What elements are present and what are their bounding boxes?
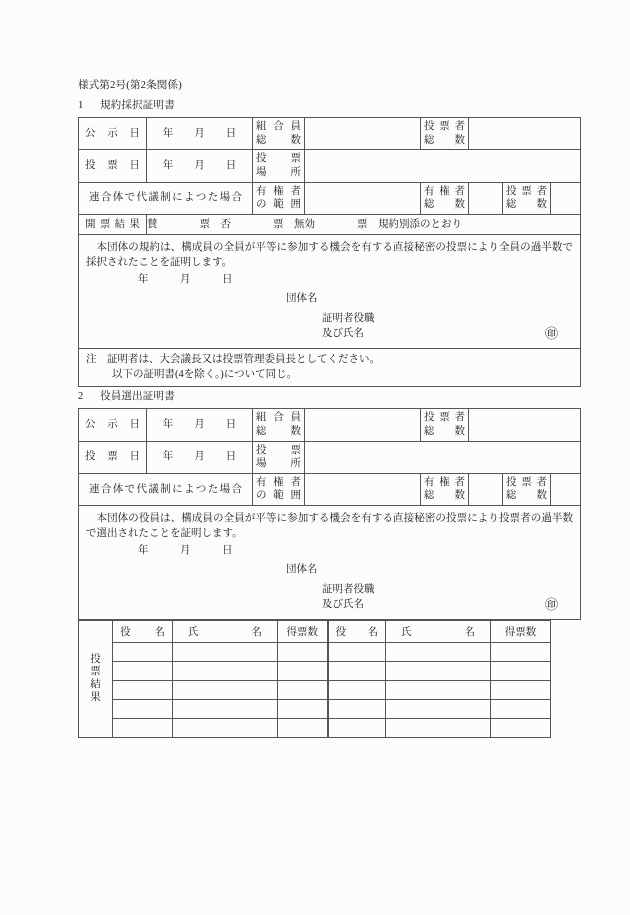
certification-date-1[interactable]: 年 月 日 [138, 274, 233, 286]
results-cell-position-2[interactable] [328, 662, 386, 681]
results-cell-position-1[interactable] [113, 700, 173, 719]
table-row [79, 662, 551, 681]
voting-date-value-2[interactable]: 年 月 日 [147, 441, 253, 473]
table-header-row [79, 621, 551, 643]
members-total-label-cell-2 [253, 409, 305, 441]
voting-place-label-cell-2 [253, 441, 305, 473]
table-row [79, 719, 551, 738]
fed-voters-total-label-cell-1 [503, 182, 551, 214]
section-title-1: 規約採択証明書 [100, 100, 175, 111]
results-cell-name-1[interactable] [173, 681, 278, 700]
fed-voters-total-label-2: 投票者 総 数 [506, 476, 547, 502]
announcement-date-label-cell-2 [79, 409, 147, 441]
federation-label-2: 連合体で代議制によつた場合 [89, 483, 242, 495]
announcement-date-value-1[interactable]: 年 月 日 [147, 118, 253, 150]
voters-total-label-2: 投票者 総 数 [424, 412, 465, 437]
fed-voters-total-value-2[interactable] [551, 473, 581, 505]
voters-total-value-2[interactable] [469, 409, 581, 441]
voting-place-value-2[interactable] [305, 441, 581, 473]
members-total-value-1[interactable] [305, 118, 421, 150]
results-cell-votes-2[interactable] [491, 719, 551, 738]
table-row [79, 409, 581, 441]
members-total-label-2: 組合員 総 数 [256, 412, 301, 437]
signer-label-1: 証明者役職 及び氏名 [322, 313, 375, 340]
certification-table-1 [78, 117, 581, 387]
results-header-position-2: 役 名 [328, 621, 386, 643]
table-row [79, 349, 581, 387]
results-cell-position-1[interactable] [113, 681, 173, 700]
certification-block-1 [79, 235, 580, 348]
voters-total-value-1[interactable] [469, 118, 581, 150]
count-result-value-1[interactable]: 賛 票 否 票 無効 票 規約別添のとおり [147, 214, 581, 234]
announcement-date-label-cell-1 [79, 118, 147, 150]
results-cell-votes-1[interactable] [278, 662, 328, 681]
results-row-label: 投 票 結 果 [79, 621, 113, 738]
results-cell-position-2[interactable] [328, 700, 386, 719]
count-result-label-1: 開票結果 [85, 218, 140, 230]
eligible-total-label-2: 有権者 総 数 [424, 476, 465, 502]
table-row [79, 506, 581, 620]
voting-results-table [78, 620, 551, 738]
voting-date-label-2: 投票日 [85, 451, 140, 463]
results-header-name-1: 氏 名 [173, 621, 278, 643]
voters-total-label-1: 投票者 総 数 [424, 121, 465, 146]
section-number-1: 1 [78, 100, 84, 111]
certification-cell-1 [79, 235, 581, 349]
results-header-name-2: 氏 名 [386, 621, 491, 643]
note-cell-1 [79, 349, 581, 387]
eligible-scope-label-cell-2 [253, 473, 305, 505]
seal-icon: ㊞ [545, 597, 559, 613]
eligible-scope-label-cell-1 [253, 182, 305, 214]
eligible-scope-value-2[interactable] [305, 473, 421, 505]
results-cell-name-2[interactable] [386, 719, 491, 738]
voting-place-label-cell-1 [253, 150, 305, 182]
fed-voters-total-label-1: 投票者 総 数 [506, 185, 547, 211]
results-header-votes-2: 得票数 [491, 621, 551, 643]
section-number-2: 2 [78, 391, 84, 403]
announcement-date-value-2[interactable]: 年 月 日 [147, 409, 253, 441]
table-row [79, 681, 551, 700]
federation-label-cell-1 [79, 182, 253, 214]
eligible-scope-label-1: 有権者 の範囲 [256, 185, 301, 211]
table-row [79, 473, 581, 505]
note-line-2: 以下の証明書(4を除く。)について同じ。 [112, 369, 298, 381]
document-content [78, 78, 574, 738]
certification-body-2: 本団体の役員は、構成員の全員が平等に参加する機会を有する直接秘密の投票により投票者の過半数で選出されたことを証明します。 [86, 513, 574, 540]
results-cell-votes-2[interactable] [491, 643, 551, 662]
results-cell-votes-2[interactable] [491, 700, 551, 719]
table-row [79, 214, 581, 234]
signer-label-2: 証明者役職 及び氏名 [322, 584, 375, 611]
results-cell-position-2[interactable] [328, 643, 386, 662]
results-cell-votes-2[interactable] [491, 662, 551, 681]
certification-table-2 [78, 408, 581, 620]
federation-label-cell-2 [79, 473, 253, 505]
table-row [79, 643, 551, 662]
members-total-label-cell-1 [253, 118, 305, 150]
results-cell-votes-2[interactable] [491, 681, 551, 700]
results-header-votes-1: 得票数 [278, 621, 328, 643]
results-cell-position-1[interactable] [113, 719, 173, 738]
organization-name-label-1: 団体名 [286, 293, 318, 305]
results-cell-position-2[interactable] [328, 719, 386, 738]
results-cell-name-2[interactable] [386, 643, 491, 662]
voting-date-label-cell-1 [79, 150, 147, 182]
certification-body-1: 本団体の規約は、構成員の全員が平等に参加する機会を有する直接秘密の投票により全員の過半数で採択されたことを証明します。 [86, 242, 574, 269]
results-cell-name-2[interactable] [386, 681, 491, 700]
note-block-1 [79, 349, 580, 386]
results-cell-name-2[interactable] [386, 700, 491, 719]
fed-voters-total-label-cell-2 [503, 473, 551, 505]
voting-date-label-cell-2 [79, 441, 147, 473]
count-result-label-cell-1 [79, 214, 147, 234]
organization-name-label-2: 団体名 [286, 564, 318, 576]
table-row [79, 118, 581, 150]
results-cell-position-1[interactable] [113, 643, 173, 662]
voting-place-label-1: 投 票 場 所 [256, 153, 301, 178]
voting-place-label-2: 投 票 場 所 [256, 444, 301, 470]
announcement-date-label-1: 公示日 [85, 127, 140, 139]
results-header-position-1: 役 名 [113, 621, 173, 643]
form-code: 様式第2号(第2条関係) [78, 80, 182, 91]
eligible-total-label-cell-2 [421, 473, 469, 505]
eligible-total-value-2[interactable] [469, 473, 503, 505]
eligible-total-label-cell-1 [421, 182, 469, 214]
results-cell-votes-1[interactable] [278, 681, 328, 700]
fed-voters-total-value-1[interactable] [551, 182, 581, 214]
voting-date-value-1[interactable]: 年 月 日 [147, 150, 253, 182]
eligible-total-label-1: 有権者 総 数 [424, 185, 465, 211]
table-row [79, 700, 551, 719]
certification-cell-2 [79, 506, 581, 620]
results-cell-name-1[interactable] [173, 700, 278, 719]
results-cell-name-1[interactable] [173, 643, 278, 662]
section-heading-1 [78, 98, 550, 114]
table-row [79, 441, 581, 473]
results-cell-votes-1[interactable] [278, 643, 328, 662]
results-cell-name-1[interactable] [173, 719, 278, 738]
eligible-total-value-1[interactable] [469, 182, 503, 214]
results-cell-position-2[interactable] [328, 681, 386, 700]
table-row [79, 150, 581, 182]
results-cell-votes-1[interactable] [278, 719, 328, 738]
results-cell-name-2[interactable] [386, 662, 491, 681]
table-row [79, 235, 581, 349]
section-heading-2 [78, 389, 550, 405]
note-line-1: 注 証明者は、大会議長又は投票管理委員長としてください。 [86, 354, 380, 366]
eligible-scope-value-1[interactable] [305, 182, 421, 214]
section-title-2: 役員選出証明書 [100, 391, 175, 403]
members-total-label-1: 組合員 総 数 [256, 121, 301, 146]
certification-block-2 [79, 506, 580, 619]
members-total-value-2[interactable] [305, 409, 421, 441]
voting-date-label-1: 投票日 [85, 160, 140, 172]
voters-total-label-cell-1 [421, 118, 469, 150]
results-cell-name-1[interactable] [173, 662, 278, 681]
voting-place-value-1[interactable] [305, 150, 581, 182]
seal-icon: ㊞ [545, 326, 559, 342]
announcement-date-label-2: 公示日 [85, 419, 140, 431]
eligible-scope-label-2: 有権者 の範囲 [256, 476, 301, 502]
results-cell-votes-1[interactable] [278, 700, 328, 719]
federation-label-1: 連合体で代議制によつた場合 [89, 192, 242, 204]
voters-total-label-cell-2 [421, 409, 469, 441]
certification-date-2[interactable]: 年 月 日 [138, 545, 233, 557]
table-row [79, 182, 581, 214]
results-cell-position-1[interactable] [113, 662, 173, 681]
